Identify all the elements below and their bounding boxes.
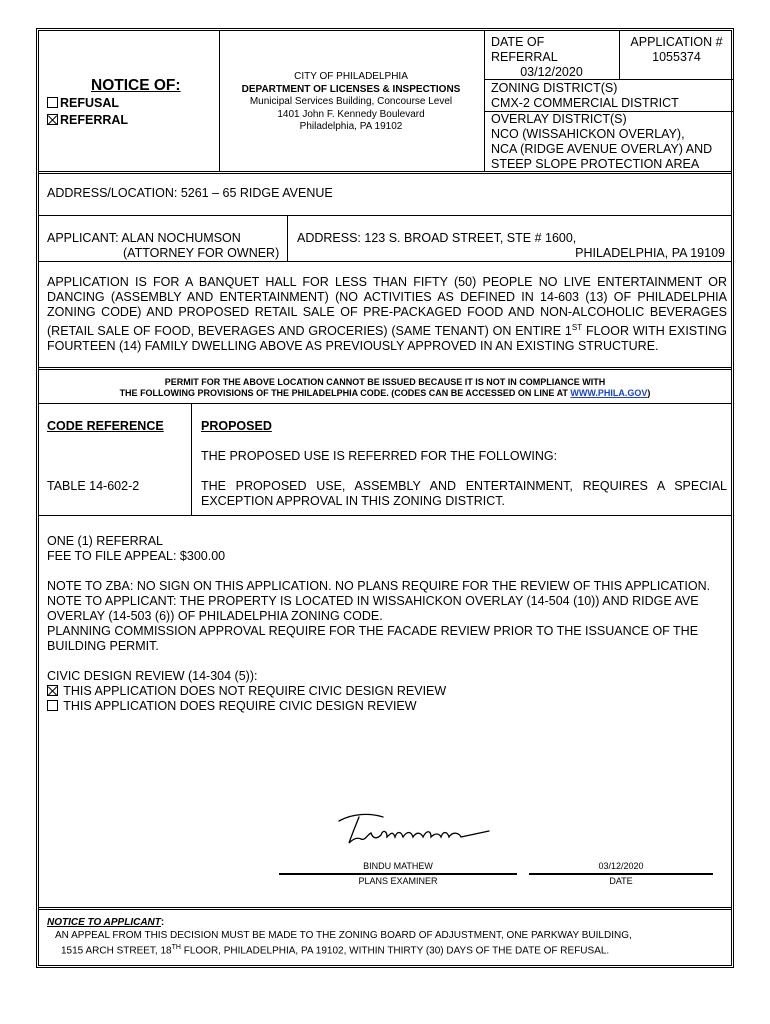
application-label: APPLICATION # <box>630 35 723 49</box>
applicant-rule <box>39 261 731 262</box>
code-table-rule <box>39 515 731 516</box>
civic-option-not-required: THIS APPLICATION DOES NOT REQUIRE CIVIC DESIGN REVIEW <box>47 684 727 699</box>
city-name: CITY OF PHILADELPHIA <box>294 71 408 82</box>
street-address: 1401 John F. Kennedy Boulevard <box>277 108 425 120</box>
examiner-signature-line <box>279 873 517 875</box>
code-table-divider <box>191 403 192 515</box>
department-block <box>219 71 483 134</box>
proposed-header: PROPOSED <box>201 419 272 433</box>
permit-notice <box>39 377 731 399</box>
refusal-checkbox[interactable] <box>47 97 58 108</box>
referral-date: 03/12/2020 <box>520 65 583 79</box>
city-state-zip: Philadelphia, PA 19102 <box>299 121 403 132</box>
date-of-referral-label: DATE OF REFERRAL <box>491 35 558 64</box>
header-bottom-rule <box>39 171 731 174</box>
permit-notice-line-1: PERMIT FOR THE ABOVE LOCATION CANNOT BE ISSUED BECAUSE IT IS NOT IN COMPLIANCE WITH <box>164 377 606 387</box>
notice-line-1: AN APPEAL FROM THIS DECISION MUST BE MADE TO THE ZONING BOARD OF ADJUSTMENT, ONE PARKWAY BUILDING, <box>55 929 632 941</box>
date-signature-line <box>529 873 713 875</box>
zba-note: NOTE TO ZBA: NO SIGN ON THIS APPLICATION. NO PLANS REQUIRE FOR THE REVIEW OF THIS APPLICATION. <box>47 579 711 593</box>
overlay-line-1: NCO (WISSAHICKON OVERLAY), <box>491 127 685 141</box>
applicant-address <box>297 231 725 261</box>
civic-required-checkbox[interactable] <box>47 700 58 711</box>
overlay-block <box>491 112 712 172</box>
applicant-address-line-2: PHILADELPHIA, PA 19109 <box>575 246 725 260</box>
notice-line-2: 1515 ARCH STREET, 18TH FLOOR, PHILADELPHIA, PA 19102, WITHIN THIRTY (30) DAYS OF THE DATE OF REFUSAL. <box>61 944 610 957</box>
notes-block <box>47 534 727 714</box>
applicant-divider <box>287 215 288 261</box>
header-divider-right <box>484 31 485 171</box>
overlay-label: OVERLAY DISTRICT(S) <box>491 112 627 126</box>
notice-form <box>36 28 734 968</box>
planning-note: PLANNING COMMISSION APPROVAL REQUIRE FOR THE FACADE REVIEW PRIOR TO THE ISSUANCE OF THE BUILDING PERMIT. <box>47 624 699 653</box>
application-number: 1055374 <box>652 50 701 64</box>
referral-count: ONE (1) REFERRAL <box>47 534 163 548</box>
notice-to-applicant-title: NOTICE TO APPLICANT: <box>47 917 165 928</box>
proposed-row: THE PROPOSED USE, ASSEMBLY AND ENTERTAINMENT, REQUIRES A SPECIAL EXCEPTION APPROVAL IN THIS ZONING DISTRICT. <box>201 479 727 508</box>
notice-to-applicant <box>47 917 727 958</box>
building-address: Municipal Services Building, Concourse Level <box>249 96 453 107</box>
applicant-role: (ATTORNEY FOR OWNER) <box>123 246 280 260</box>
date-label: DATE <box>609 876 633 886</box>
address-rule <box>39 215 731 216</box>
zoning-divider <box>484 79 734 80</box>
permit-notice-line-2: THE FOLLOWING PROVISIONS OF THE PHILADELPHIA CODE. (CODES CAN BE ACCESSED ON LINE AT WWW.PHILA.GOV) <box>119 388 651 398</box>
examiner-name: BINDU MATHEW <box>363 861 433 871</box>
civic-not-required-checkbox[interactable] <box>47 685 58 696</box>
zoning-block <box>491 81 679 111</box>
appeal-fee: FEE TO FILE APPEAL: $300.00 <box>47 549 226 563</box>
permit-rule <box>39 403 731 404</box>
examiner-signature <box>331 809 491 853</box>
examiner-title: PLANS EXAMINER <box>358 876 438 886</box>
overlay-line-2: NCA (RIDGE AVENUE OVERLAY) AND <box>491 142 713 156</box>
zoning-label: ZONING DISTRICT(S) <box>491 81 618 95</box>
department-name: DEPARTMENT OF LICENSES & INSPECTIONS <box>241 83 461 95</box>
applicant-block <box>47 231 287 261</box>
overlay-line-3: STEEP SLOPE PROTECTION AREA <box>491 157 700 171</box>
applicant-address-line-1: ADDRESS: 123 S. BROAD STREET, STE # 1600, <box>297 231 577 245</box>
refusal-option: REFUSAL <box>47 96 119 111</box>
application-number-block <box>619 35 734 65</box>
footer-top-rule <box>39 907 731 910</box>
code-reference-row: TABLE 14-602-2 <box>47 479 140 493</box>
referral-checkbox[interactable] <box>47 114 58 125</box>
civic-design-title: CIVIC DESIGN REVIEW (14-304 (5)): <box>47 669 258 683</box>
applicant-name: APPLICANT: ALAN NOCHUMSON <box>47 231 241 245</box>
application-description: APPLICATION IS FOR A BANQUET HALL FOR LESS THAN FIFTY (50) PEOPLE NO LIVE ENTERTAINMENT OR DANCING (ASSEMBLY AND ENTERTAINMENT) (NO ACTIVITIES AS DEFINED IN 14-603 (13) OF PHILADELPHIA ZONING CODE) AND PROPOSED RETAIL SALE OF PRE-PACKAGED FOOD AND NON-ALCOHOLIC BEVERAGES (RETAIL SALE OF FOOD, BEVERAGES AND GROCERIES) (SAME TENANT) ON ENTIRE 1ST FLOOR WITH EXISTING FOURTEEN (14) FAMILY DWELLING ABOVE AS PREVIOUSLY APPROVED IN AN EXISTING STRUCTURE. <box>47 275 727 354</box>
signature-date: 03/12/2020 <box>598 861 644 871</box>
proposed-intro: THE PROPOSED USE IS REFERRED FOR THE FOLLOWING: <box>201 449 558 463</box>
civic-option-required: THIS APPLICATION DOES REQUIRE CIVIC DESIGN REVIEW <box>47 699 727 714</box>
description-bottom-rule <box>39 367 731 370</box>
code-reference-header: CODE REFERENCE <box>47 419 164 433</box>
notice-title: NOTICE OF: <box>91 77 181 94</box>
applicant-note: NOTE TO APPLICANT: THE PROPERTY IS LOCATED IN WISSAHICKON OVERLAY (14-504 (10)) AND RIDGE AVE OVERLAY (14-503 (6)) OF PHILADELPHIA ZONING CODE. <box>47 594 699 623</box>
referral-option: REFERRAL <box>47 113 128 128</box>
phila-gov-link[interactable]: WWW.PHILA.GOV <box>570 388 648 398</box>
address-location: ADDRESS/LOCATION: 5261 – 65 RIDGE AVENUE <box>47 186 333 200</box>
zoning-value: CMX-2 COMMERCIAL DISTRICT <box>491 96 679 110</box>
